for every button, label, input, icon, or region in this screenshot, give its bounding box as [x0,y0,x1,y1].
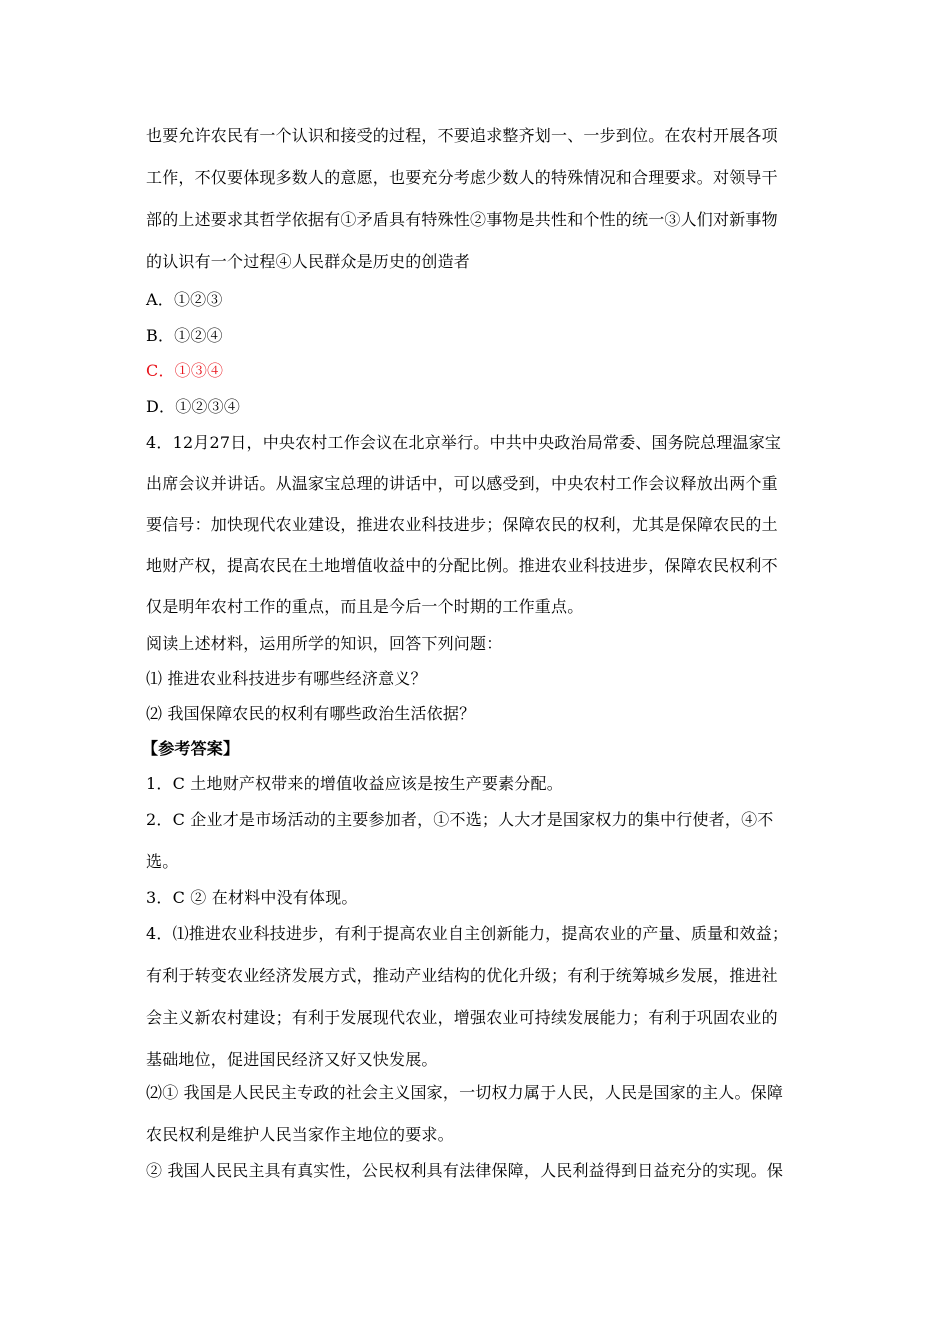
answer-line: 农民权利是维护人民当家作主地位的要求。 [146,1125,454,1144]
answer-line: 选。 [146,852,179,871]
q3-stem-line: 部的上述要求其哲学依据有①矛盾具有特殊性②事物是共性和个性的统一③人们对新事物 [146,210,778,229]
q3-option-a: A．①②③ [146,290,223,309]
answer-line: 2．C 企业才是市场活动的主要参加者，①不选；人大才是国家权力的集中行使者，④不 [146,810,774,829]
q4-stem-line: 4．12月27日，中央农村工作会议在北京举行。中共中央政治局常委、国务院总理温家宝 [146,433,782,452]
answer-line: ② 我国人民民主具有真实性，公民权利具有法律保障，人民利益得到日益充分的实现。保 [146,1161,784,1180]
answer-line: 基础地位，促进国民经济又好又快发展。 [146,1050,438,1069]
q4-sub-question-1: ⑴ 推进农业科技进步有哪些经济意义？ [146,669,427,688]
q4-stem-line: 出席会议并讲话。从温家宝总理的讲话中，可以感受到，中央农村工作会议释放出两个重 [146,474,778,493]
q3-option-b: B．①②④ [146,326,223,345]
answer-line: ⑵① 我国是人民民主专政的社会主义国家，一切权力属于人民，人民是国家的主人。保障 [146,1083,784,1102]
q4-stem-line: 要信号：加快现代农业建设，推进农业科技进步；保障农民的权利，尤其是保障农民的土 [146,515,778,534]
q3-option-d: D．①②③④ [146,397,241,416]
answer-heading: 【参考答案】 [142,739,240,758]
q3-option-c-correct: C．①③④ [146,361,224,380]
answer-line: 会主义新农村建设；有利于发展现代农业，增强农业可持续发展能力；有利于巩固农业的 [146,1008,778,1027]
q4-stem-line: 地财产权，提高农民在土地增值收益中的分配比例。推进农业科技进步，保障农民权利不 [146,556,778,575]
q4-sub-question-2: ⑵ 我国保障农民的权利有哪些政治生活依据？ [146,704,476,723]
answer-line: 4．⑴推进农业科技进步，有利于提高农业自主创新能力，提高农业的产量、质量和效益； [146,924,789,943]
q4-stem-line: 仅是明年农村工作的重点，而且是今后一个时期的工作重点。 [146,597,584,616]
answer-line: 1．C 土地财产权带来的增值收益应该是按生产要素分配。 [146,774,563,793]
answer-line: 有利于转变农业经济发展方式，推动产业结构的优化升级；有利于统筹城乡发展，推进社 [146,966,778,985]
q3-stem-line: 的认识有一个过程④人民群众是历史的创造者 [146,252,471,271]
q3-stem-line: 也要允许农民有一个认识和接受的过程，不要追求整齐划一、一步到位。在农村开展各项 [146,126,778,145]
answer-line: 3．C ② 在材料中没有体现。 [146,888,358,907]
q4-prompt: 阅读上述材料，运用所学的知识，回答下列问题： [146,634,503,653]
q3-stem-line: 工作，不仅要体现多数人的意愿，也要充分考虑少数人的特殊情况和合理要求。对领导干 [146,168,778,187]
